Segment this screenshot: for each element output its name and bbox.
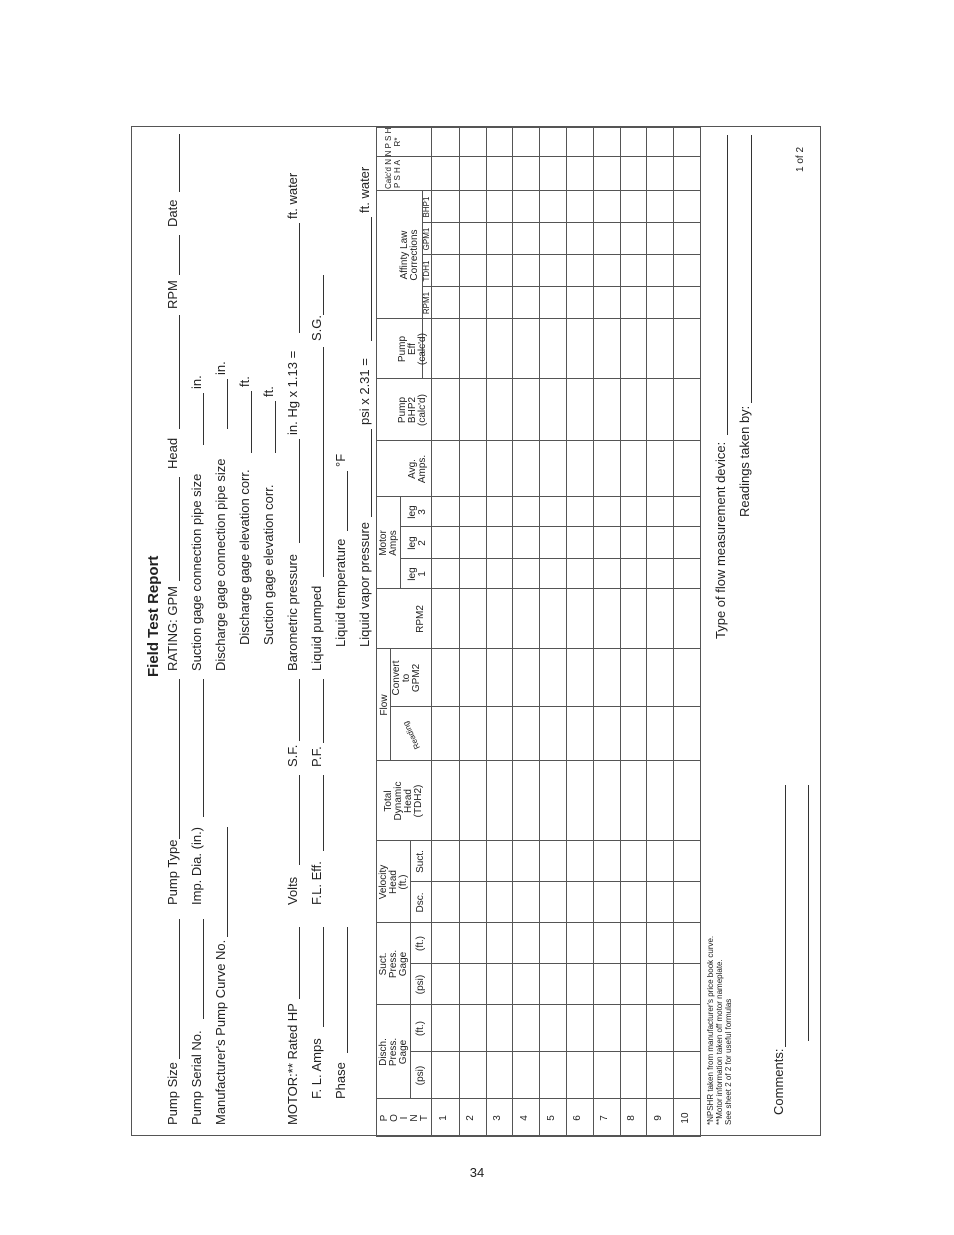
volts-label: Volts — [285, 876, 300, 905]
eff-line-3: (calc'd) — [417, 333, 428, 365]
readings-by-field[interactable] — [751, 135, 752, 403]
motor-rated-label: MOTOR:** Rated HP — [285, 1003, 300, 1125]
flow-header: Flow — [379, 694, 390, 716]
eff-line-2: Eff — [407, 342, 418, 356]
suction-pipe-unit: in. — [189, 375, 204, 389]
curve-no-label: Manufacturer's Pump Curve No. — [213, 939, 228, 1125]
conv-line-1: Convert — [391, 660, 402, 696]
point-letter-p: P — [379, 1114, 390, 1122]
discharge-elev-label: Discharge gage elevation corr. — [237, 469, 252, 645]
sheet-number: 1 of 2 — [795, 146, 806, 172]
aff-line-2: Corrections — [409, 229, 420, 281]
motor-amps-header — [379, 497, 399, 589]
liquid-pumped-label: Liquid pumped — [309, 585, 324, 671]
point-letter-o: O — [389, 1114, 400, 1122]
aff-rpm1: RPM1 — [422, 291, 431, 315]
leg-3-word: leg — [407, 505, 418, 519]
pump-eff-header — [398, 319, 428, 379]
row-number: 6 — [572, 1115, 583, 1121]
tdh-line-3: Head — [403, 789, 414, 813]
suction-elev-label: Suction gage elevation corr. — [261, 484, 276, 645]
point-letter-n: N — [409, 1114, 420, 1122]
comments-field-1[interactable] — [785, 785, 786, 1047]
point-header — [380, 1099, 430, 1137]
leg-1-header — [408, 559, 428, 589]
npsha-header: Calc'd N P S H A — [384, 159, 402, 189]
conv-line-3: GPM2 — [411, 663, 422, 693]
bhp-line-1: Pump — [397, 396, 408, 424]
suct-press-header — [379, 923, 409, 1005]
row-number: 10 — [680, 1112, 691, 1124]
baro-label: Barometric pressure — [285, 553, 300, 671]
aff-gpm1: GPM1 — [422, 227, 431, 251]
hg-formula: in. Hg x 1.13 = — [285, 350, 300, 435]
vel-dsc: Dsc. — [415, 892, 426, 913]
suction-pipe-label: Suction gage connection pipe size — [189, 473, 204, 671]
avg-amps-header — [408, 441, 428, 497]
leg-3-num: 3 — [417, 509, 428, 515]
discharge-pipe-unit: in. — [213, 361, 228, 375]
date-label: Date — [165, 199, 180, 227]
leg-1-word: leg — [407, 567, 418, 581]
vel-line-1: Velocity — [378, 864, 389, 900]
avg-line-2: Amps. — [417, 454, 428, 484]
flow-convert — [392, 649, 422, 707]
sf-label: S.F. — [285, 744, 300, 767]
suction-elev-unit: ft. — [261, 386, 276, 397]
tdh-line-1: Total — [383, 790, 394, 812]
bhp-line-3: (calc'd) — [417, 394, 428, 426]
page-number: 34 — [469, 1165, 485, 1180]
pump-bhp-header — [398, 379, 428, 441]
leg-3-header — [408, 497, 428, 527]
rating-gpm-label: RATING: GPM — [165, 586, 180, 671]
footnote-3: See sheet 2 of 2 for useful formulas — [724, 998, 733, 1125]
disch-line-2: Press. — [388, 1037, 399, 1067]
avg-line-1: Avg. — [407, 459, 418, 479]
report-title: Field Test Report — [145, 555, 162, 677]
aff-bhp1: BHP1 — [422, 196, 431, 218]
aff-tdh1: TDH1 — [422, 260, 431, 282]
disch-psi: (psi) — [415, 1065, 426, 1086]
vel-line-3: (ft.) — [398, 874, 409, 890]
row-number: 4 — [519, 1115, 530, 1121]
suct-line-3: Gage — [398, 951, 409, 977]
pump-size-label: Pump Size — [165, 1062, 180, 1125]
bhp-line-2: BHP2 — [407, 396, 418, 424]
form-frame — [131, 126, 821, 1136]
deg-f-unit: °F — [333, 453, 348, 467]
disch-line-1: Disch. — [378, 1038, 389, 1066]
row-number: 5 — [546, 1115, 557, 1121]
tdh-line-4: (TDH2) — [413, 784, 424, 818]
discharge-elev-unit: ft. — [237, 376, 252, 387]
point-letter-t: T — [419, 1114, 430, 1122]
flow-device-field[interactable] — [727, 135, 728, 435]
leg-2-header — [408, 527, 428, 559]
amps-line-1: Motor — [378, 530, 389, 556]
fl-amps-label: F. L. Amps — [309, 1038, 324, 1099]
comments-label: Comments: — [771, 1048, 786, 1115]
leg-2-num: 2 — [417, 540, 428, 546]
psi-formula: psi x 2.31 = — [357, 358, 372, 425]
pump-serial-label: Pump Serial No. — [189, 1030, 204, 1125]
conv-line-2: to — [401, 673, 412, 683]
eff-line-1: Pump — [397, 335, 408, 363]
aff-line-1: Affinty Law — [399, 230, 410, 280]
suct-line-1: Suct. — [378, 952, 389, 976]
rpm-label: RPM — [165, 280, 180, 309]
tdh-header — [384, 761, 424, 841]
leg-2-word: leg — [407, 536, 418, 550]
comments-field-2[interactable] — [808, 785, 809, 1041]
pump-type-label: Pump Type — [165, 839, 180, 905]
flow-device-label: Type of flow measurement device: — [713, 441, 728, 639]
row-number: 1 — [438, 1115, 449, 1121]
tdh-line-2: Dynamic — [393, 781, 404, 821]
ft-water-2: ft. water — [357, 166, 372, 213]
suct-ft: (ft.) — [415, 936, 426, 951]
vel-suct: Suct. — [415, 850, 426, 873]
sg-label: S.G. — [309, 314, 324, 341]
amps-line-2: Amps — [388, 530, 399, 556]
affinity-header — [400, 191, 420, 319]
liquid-temp-label: Liquid temperature — [333, 538, 348, 647]
row-number: 9 — [653, 1115, 664, 1121]
footnote-1: *NPSHR taken from manufacturer's price book curve. — [706, 935, 715, 1125]
head-label: Head — [165, 437, 180, 469]
rpm2-header: RPM2 — [415, 605, 426, 633]
vel-line-2: Head — [388, 870, 399, 894]
phase-label: Phase — [333, 1062, 348, 1099]
row-number: 2 — [465, 1115, 476, 1121]
row-number: 3 — [492, 1115, 503, 1121]
leg-1-num: 1 — [417, 571, 428, 577]
ft-water-1: ft. water — [285, 172, 300, 219]
disch-line-3: Gage — [398, 1039, 409, 1065]
suct-psi: (psi) — [415, 974, 426, 995]
velocity-head-header — [379, 841, 409, 923]
imp-dia-label: Imp. Dia. (in.) — [189, 826, 204, 905]
rotated-sheet — [132, 127, 822, 1137]
point-letter-i: I — [399, 1116, 410, 1120]
vapor-label: Liquid vapor pressure — [357, 521, 372, 647]
readings-by-label: Readings taken by: — [737, 405, 752, 517]
pf-label: P.F. — [309, 746, 324, 767]
disch-ft: (ft.) — [415, 1021, 426, 1036]
npshr-header: N P S H R* — [384, 127, 402, 157]
footnote-2: **Motor information taken off motor nameplate. — [715, 959, 724, 1125]
row-number: 7 — [599, 1115, 610, 1121]
disch-press-header — [379, 1005, 409, 1099]
flow-reading: Reading — [401, 719, 422, 751]
row-number: 8 — [626, 1115, 637, 1121]
discharge-pipe-label: Discharge gage connection pipe size — [213, 458, 228, 671]
fl-eff-label: F.L. Eff. — [309, 861, 324, 905]
suct-line-2: Press. — [388, 949, 399, 979]
